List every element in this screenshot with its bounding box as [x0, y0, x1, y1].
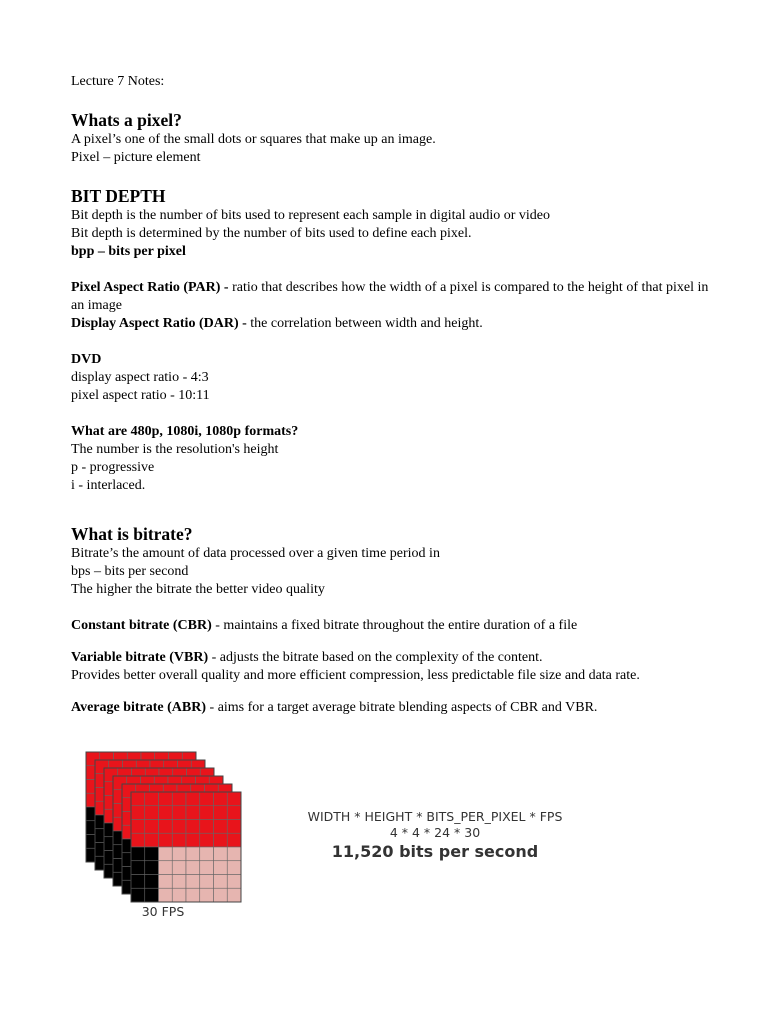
pixel-cell: [172, 861, 186, 875]
pixel-cell: [145, 792, 159, 806]
abr-text: - aims for a target average bitrate blending aspects of CBR and VBR.: [206, 700, 598, 715]
pixel-cell: [172, 792, 186, 806]
abr-paragraph: [71, 699, 711, 717]
frame-6: [131, 792, 241, 902]
bit-depth-line-1: Bit depth is the number of bits used to represent each sample in digital audio or video: [71, 208, 551, 223]
bitrate-line-2: bps – bits per second: [71, 564, 189, 579]
pixel-cell: [227, 861, 241, 875]
pixel-cell: [159, 833, 173, 847]
pixel-cell: [200, 875, 214, 889]
vbr-paragraph: [71, 649, 711, 667]
pixel-cell: [227, 820, 241, 834]
formats-line-2: p - progressive: [71, 460, 155, 475]
pixel-cell: [227, 833, 241, 847]
dvd-pixel-ratio: pixel aspect ratio - 10:11: [71, 388, 210, 403]
dvd-heading: DVD: [71, 352, 102, 367]
pixel-cell: [200, 820, 214, 834]
pixel-cell: [186, 875, 200, 889]
pixel-cell: [214, 820, 228, 834]
document-title: Lecture 7 Notes:: [71, 74, 165, 89]
pixel-cell: [214, 847, 228, 861]
pixel-cell: [186, 861, 200, 875]
formula-result: 11,520 bits per second: [331, 842, 539, 861]
pixel-cell: [159, 888, 173, 902]
pixel-cell: [214, 792, 228, 806]
pixel-cell: [145, 806, 159, 820]
pixel-cell: [186, 792, 200, 806]
bitrate-line-1: Bitrate’s the amount of data processed over a given time period in: [71, 546, 440, 561]
pixel-cell: [200, 792, 214, 806]
pixel-cell: [172, 806, 186, 820]
pixel-cell: [145, 888, 159, 902]
cbr-text: - maintains a fixed bitrate throughout the entire duration of a file: [211, 618, 578, 633]
pixel-cell: [131, 847, 145, 861]
pixel-cell: [131, 888, 145, 902]
pixel-cell: [172, 888, 186, 902]
formula-expression: WIDTH * HEIGHT * BITS_PER_PIXEL * FPS: [307, 809, 563, 824]
pixel-cell: [200, 806, 214, 820]
dar-term: Display Aspect Ratio (DAR) -: [71, 316, 247, 331]
pixel-cell: [227, 792, 241, 806]
pixel-cell: [131, 833, 145, 847]
pixel-cell: [145, 833, 159, 847]
pixel-cell: [186, 820, 200, 834]
bitrate-heading: What is bitrate?: [71, 524, 193, 544]
fps-label: 30 FPS: [141, 904, 185, 919]
pixel-cell: [200, 861, 214, 875]
dar-paragraph: [71, 315, 711, 333]
vbr-text: - adjusts the bitrate based on the complexity of the content.: [208, 650, 543, 665]
bpp-definition: bpp – bits per pixel: [71, 244, 186, 259]
pixel-cell: [227, 875, 241, 889]
pixel-cell: [186, 847, 200, 861]
pixel-cell: [214, 875, 228, 889]
dar-text: the correlation between width and height.: [246, 316, 483, 331]
pixel-cell: [172, 820, 186, 834]
pixel-cell: [227, 847, 241, 861]
pixel-cell: [145, 861, 159, 875]
pixel-cell: [200, 833, 214, 847]
bit-depth-line-2: Bit depth is determined by the number of bits used to define each pixel.: [71, 226, 472, 241]
pixel-cell: [186, 806, 200, 820]
formats-line-1: The number is the resolution's height: [71, 442, 279, 457]
par-text: ratio that describes how the width of a pixel is compared to the height of that pixel in an image: [71, 280, 709, 313]
pixel-cell: [131, 806, 145, 820]
dvd-display-ratio: display aspect ratio - 4:3: [71, 370, 209, 385]
frame-stack: [86, 752, 241, 902]
pixel-cell: [145, 847, 159, 861]
pixel-cell: [159, 847, 173, 861]
par-term: Pixel Aspect Ratio (PAR) -: [71, 280, 229, 295]
pixel-cell: [172, 847, 186, 861]
pixel-cell: [159, 806, 173, 820]
pixel-cell: [145, 875, 159, 889]
pixel-cell: [172, 875, 186, 889]
pixel-cell: [159, 875, 173, 889]
notes-page: [71, 73, 711, 717]
vbr-line-2: Provides better overall quality and more efficient compression, less predictable file size and data rate.: [71, 668, 640, 683]
formula-values: 4 * 4 * 24 * 30: [389, 825, 481, 840]
pixel-cell: [200, 888, 214, 902]
formats-heading: What are 480p, 1080i, 1080p formats?: [71, 424, 299, 439]
pixel-cell: [159, 820, 173, 834]
pixel-cell: [227, 806, 241, 820]
formats-line-3: i - interlaced.: [71, 478, 146, 493]
pixel-definition: A pixel’s one of the small dots or squares that make up an image.: [71, 132, 436, 147]
bit-depth-heading: BIT DEPTH: [71, 186, 166, 206]
abr-term: Average bitrate (ABR): [71, 700, 207, 715]
pixel-cell: [214, 833, 228, 847]
vbr-term: Variable bitrate (VBR): [71, 650, 209, 665]
pixel-cell: [159, 792, 173, 806]
pixel-cell: [159, 861, 173, 875]
cbr-paragraph: [71, 617, 711, 635]
pixel-cell: [186, 888, 200, 902]
pixel-cell: [227, 888, 241, 902]
bitrate-line-3: The higher the bitrate the better video quality: [71, 582, 325, 597]
pixel-cell: [214, 806, 228, 820]
pixel-cell: [131, 792, 145, 806]
par-paragraph: [71, 279, 711, 315]
pixel-cell: [214, 861, 228, 875]
pixel-cell: [131, 820, 145, 834]
pixel-cell: [214, 888, 228, 902]
pixel-cell: [145, 820, 159, 834]
pixel-cell: [172, 833, 186, 847]
pixel-meaning: Pixel – picture element: [71, 150, 201, 165]
pixel-cell: [200, 847, 214, 861]
pixel-cell: [131, 861, 145, 875]
bitrate-formula: [306, 808, 564, 863]
pixel-heading: Whats a pixel?: [71, 110, 182, 130]
pixel-cell: [186, 833, 200, 847]
pixel-cell: [131, 875, 145, 889]
cbr-term: Constant bitrate (CBR): [71, 618, 212, 633]
